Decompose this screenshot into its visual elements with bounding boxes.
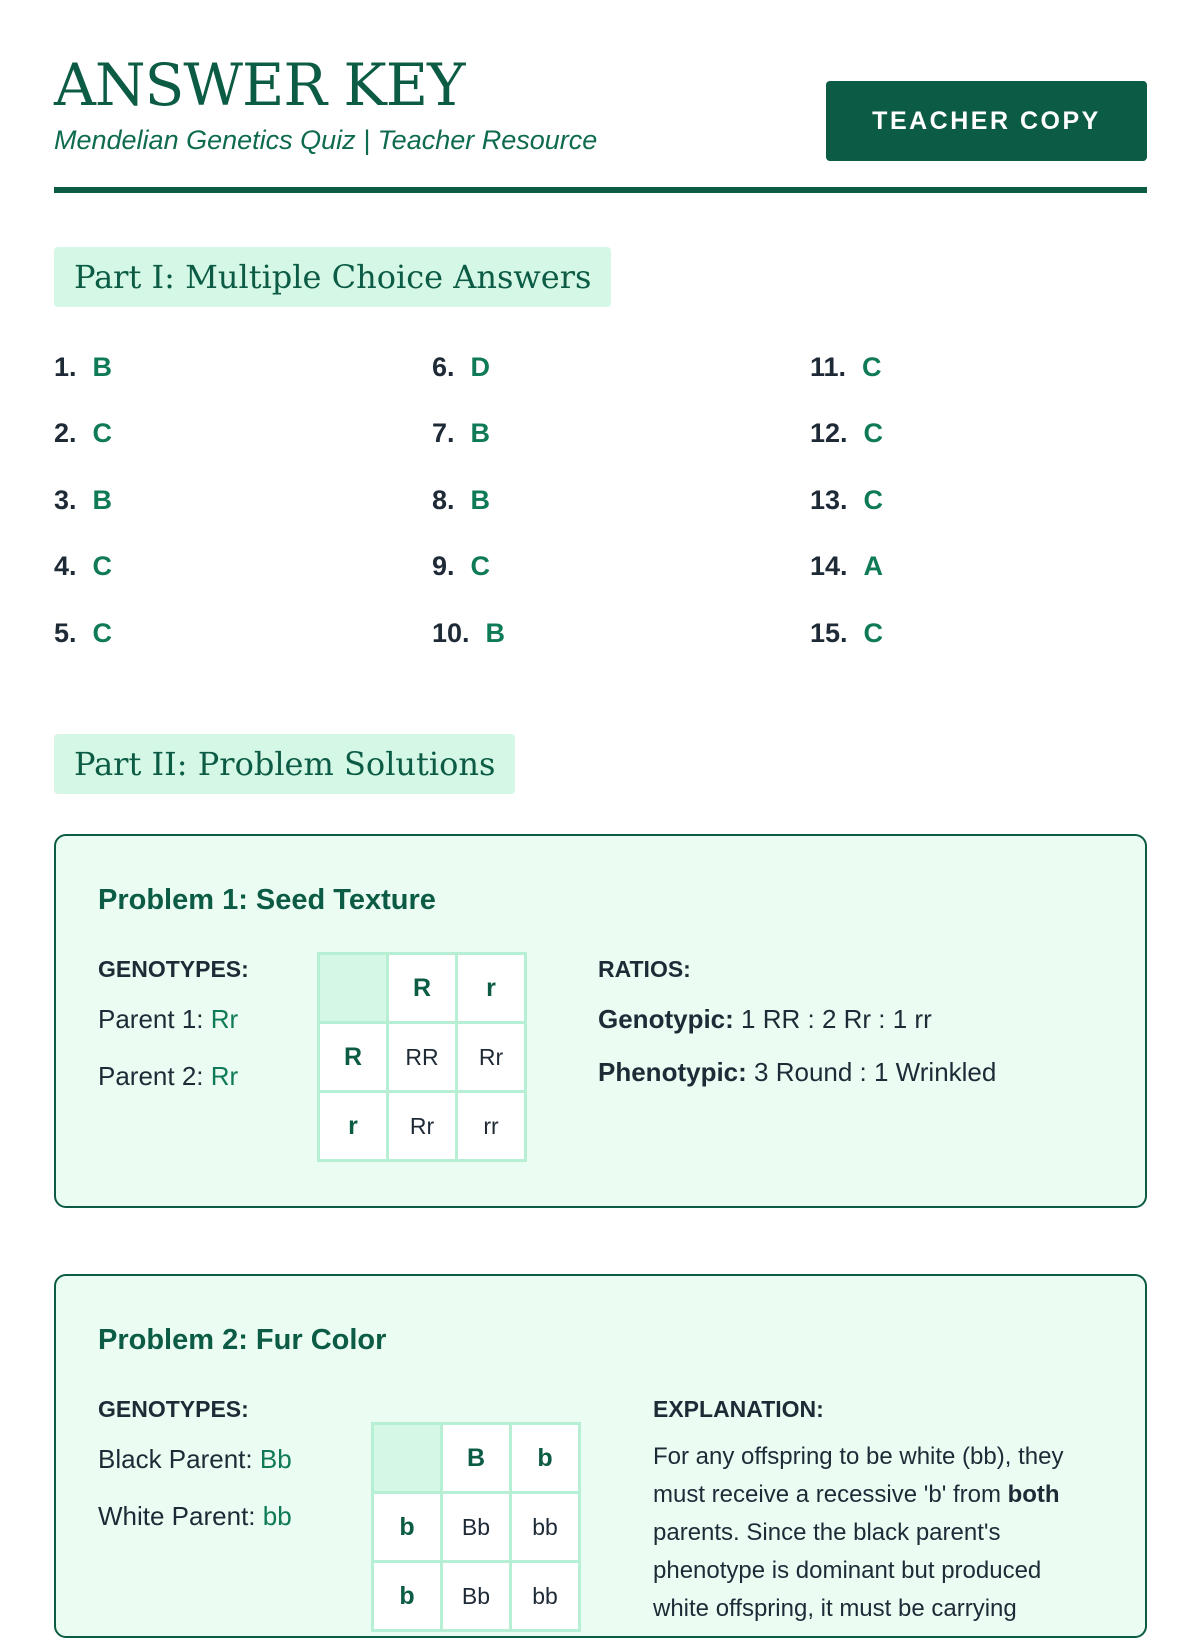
answer-item xyxy=(54,401,432,468)
problem-1-parent-1 xyxy=(98,1004,238,1035)
answer-letter: B xyxy=(92,351,113,382)
answer-letter: A xyxy=(863,551,884,582)
answer-number: 9. xyxy=(432,551,455,582)
problem-2-title: Problem 2: Fur Color xyxy=(98,1324,387,1356)
parent-1-label: Parent 1: xyxy=(98,1004,204,1034)
punnett-row-header: R xyxy=(319,1023,388,1092)
answer-number: 12. xyxy=(810,418,848,449)
parent-2-genotype: Rr xyxy=(210,1061,239,1091)
answer-item xyxy=(432,334,810,401)
answer-number: 4. xyxy=(54,551,77,582)
punnett-cell: Rr xyxy=(457,1023,526,1092)
problem-2-explanation-label: EXPLANATION: xyxy=(653,1396,824,1422)
answer-number: 8. xyxy=(432,484,455,515)
genotypic-value: 1 RR : 2 Rr : 1 rr xyxy=(741,1004,932,1034)
answer-number: 2. xyxy=(54,418,77,449)
answer-item xyxy=(54,600,432,667)
parent-1-genotype: Rr xyxy=(210,1004,239,1034)
answer-item xyxy=(54,334,432,401)
answer-number: 6. xyxy=(432,351,455,382)
answer-letter: C xyxy=(863,617,884,648)
explanation-emphasis: both xyxy=(1007,1481,1060,1508)
answer-number: 5. xyxy=(54,617,77,648)
answer-item xyxy=(432,401,810,468)
white-parent-genotype: bb xyxy=(262,1501,292,1531)
punnett-cell: Rr xyxy=(388,1092,457,1161)
answer-number: 11. xyxy=(810,351,847,382)
answer-number: 10. xyxy=(432,617,470,648)
punnett-cell: Bb xyxy=(442,1493,511,1562)
answer-letter: B xyxy=(92,484,113,515)
problem-1-title: Problem 1: Seed Texture xyxy=(98,884,436,916)
answer-number: 3. xyxy=(54,484,77,515)
phenotypic-ratio xyxy=(598,1057,996,1088)
page-title: ANSWER KEY xyxy=(54,51,465,119)
answer-item xyxy=(432,467,810,534)
punnett-corner xyxy=(319,954,388,1023)
answer-letter: C xyxy=(863,418,884,449)
punnett-cell: bb xyxy=(511,1562,580,1631)
punnett-row-header: r xyxy=(319,1092,388,1161)
answer-number: 7. xyxy=(432,418,455,449)
answer-letter: C xyxy=(862,351,882,382)
answer-letter: C xyxy=(92,551,113,582)
answer-letter: C xyxy=(863,484,884,515)
multiple-choice-answers xyxy=(54,334,1147,667)
problem-1-genotypes-label: GENOTYPES: xyxy=(98,956,249,982)
phenotypic-value: 3 Round : 1 Wrinkled xyxy=(754,1057,997,1087)
problem-1-ratios-label: RATIOS: xyxy=(598,956,691,982)
answer-item xyxy=(54,467,432,534)
problem-1-punnett-square xyxy=(317,952,527,1162)
genotypic-label: Genotypic: xyxy=(598,1004,734,1034)
punnett-col-header: b xyxy=(511,1424,580,1493)
answer-item xyxy=(810,534,1147,601)
answer-number: 1. xyxy=(54,351,77,382)
punnett-corner xyxy=(373,1424,442,1493)
answer-item xyxy=(54,534,432,601)
teacher-copy-badge: TEACHER COPY xyxy=(826,81,1147,161)
black-parent-label: Black Parent: xyxy=(98,1444,253,1474)
answer-item xyxy=(432,534,810,601)
problem-2-parent-1 xyxy=(98,1444,292,1475)
punnett-cell: bb xyxy=(511,1493,580,1562)
page-subtitle: Mendelian Genetics Quiz | Teacher Resource xyxy=(54,125,598,155)
part2-heading: Part II: Problem Solutions xyxy=(54,734,515,794)
answer-item xyxy=(810,401,1147,468)
answer-letter: B xyxy=(470,418,491,449)
punnett-row-header: b xyxy=(373,1493,442,1562)
answer-letter: D xyxy=(470,351,491,382)
answer-letter: B xyxy=(470,484,491,515)
explanation-text: For any offspring to be white (bb), they must receive a recessive 'b' from xyxy=(653,1443,1064,1508)
punnett-col-header: B xyxy=(442,1424,511,1493)
black-parent-genotype: Bb xyxy=(259,1444,292,1474)
white-parent-label: White Parent: xyxy=(98,1501,256,1531)
answer-item xyxy=(432,600,810,667)
answer-letter: C xyxy=(92,617,113,648)
problem-1-parent-2 xyxy=(98,1061,238,1092)
punnett-col-header: R xyxy=(388,954,457,1023)
answer-number: 15. xyxy=(810,617,848,648)
phenotypic-label: Phenotypic: xyxy=(598,1057,747,1087)
part1-heading: Part I: Multiple Choice Answers xyxy=(54,247,611,307)
problem-2-genotypes-label: GENOTYPES: xyxy=(98,1396,249,1422)
genotypic-ratio xyxy=(598,1004,932,1035)
parent-2-label: Parent 2: xyxy=(98,1061,204,1091)
answer-number: 14. xyxy=(810,551,848,582)
answer-item xyxy=(810,467,1147,534)
explanation-text: parents. Since the black parent's phenotype is dominant but produced white offspring, it must be carrying xyxy=(653,1519,1042,1622)
problem-1-card xyxy=(54,834,1147,1208)
punnett-cell: Bb xyxy=(442,1562,511,1631)
answer-letter: C xyxy=(470,551,491,582)
punnett-cell: rr xyxy=(457,1092,526,1161)
header-divider xyxy=(54,187,1147,193)
problem-2-punnett-square xyxy=(371,1422,581,1632)
punnett-row-header: b xyxy=(373,1562,442,1631)
punnett-col-header: r xyxy=(457,954,526,1023)
punnett-cell: RR xyxy=(388,1023,457,1092)
answer-item xyxy=(810,600,1147,667)
problem-2-card xyxy=(54,1274,1147,1638)
problem-2-parent-2 xyxy=(98,1501,292,1532)
answer-number: 13. xyxy=(810,484,848,515)
answer-item xyxy=(810,334,1147,401)
answer-letter: B xyxy=(485,617,506,648)
answer-letter: C xyxy=(92,418,113,449)
